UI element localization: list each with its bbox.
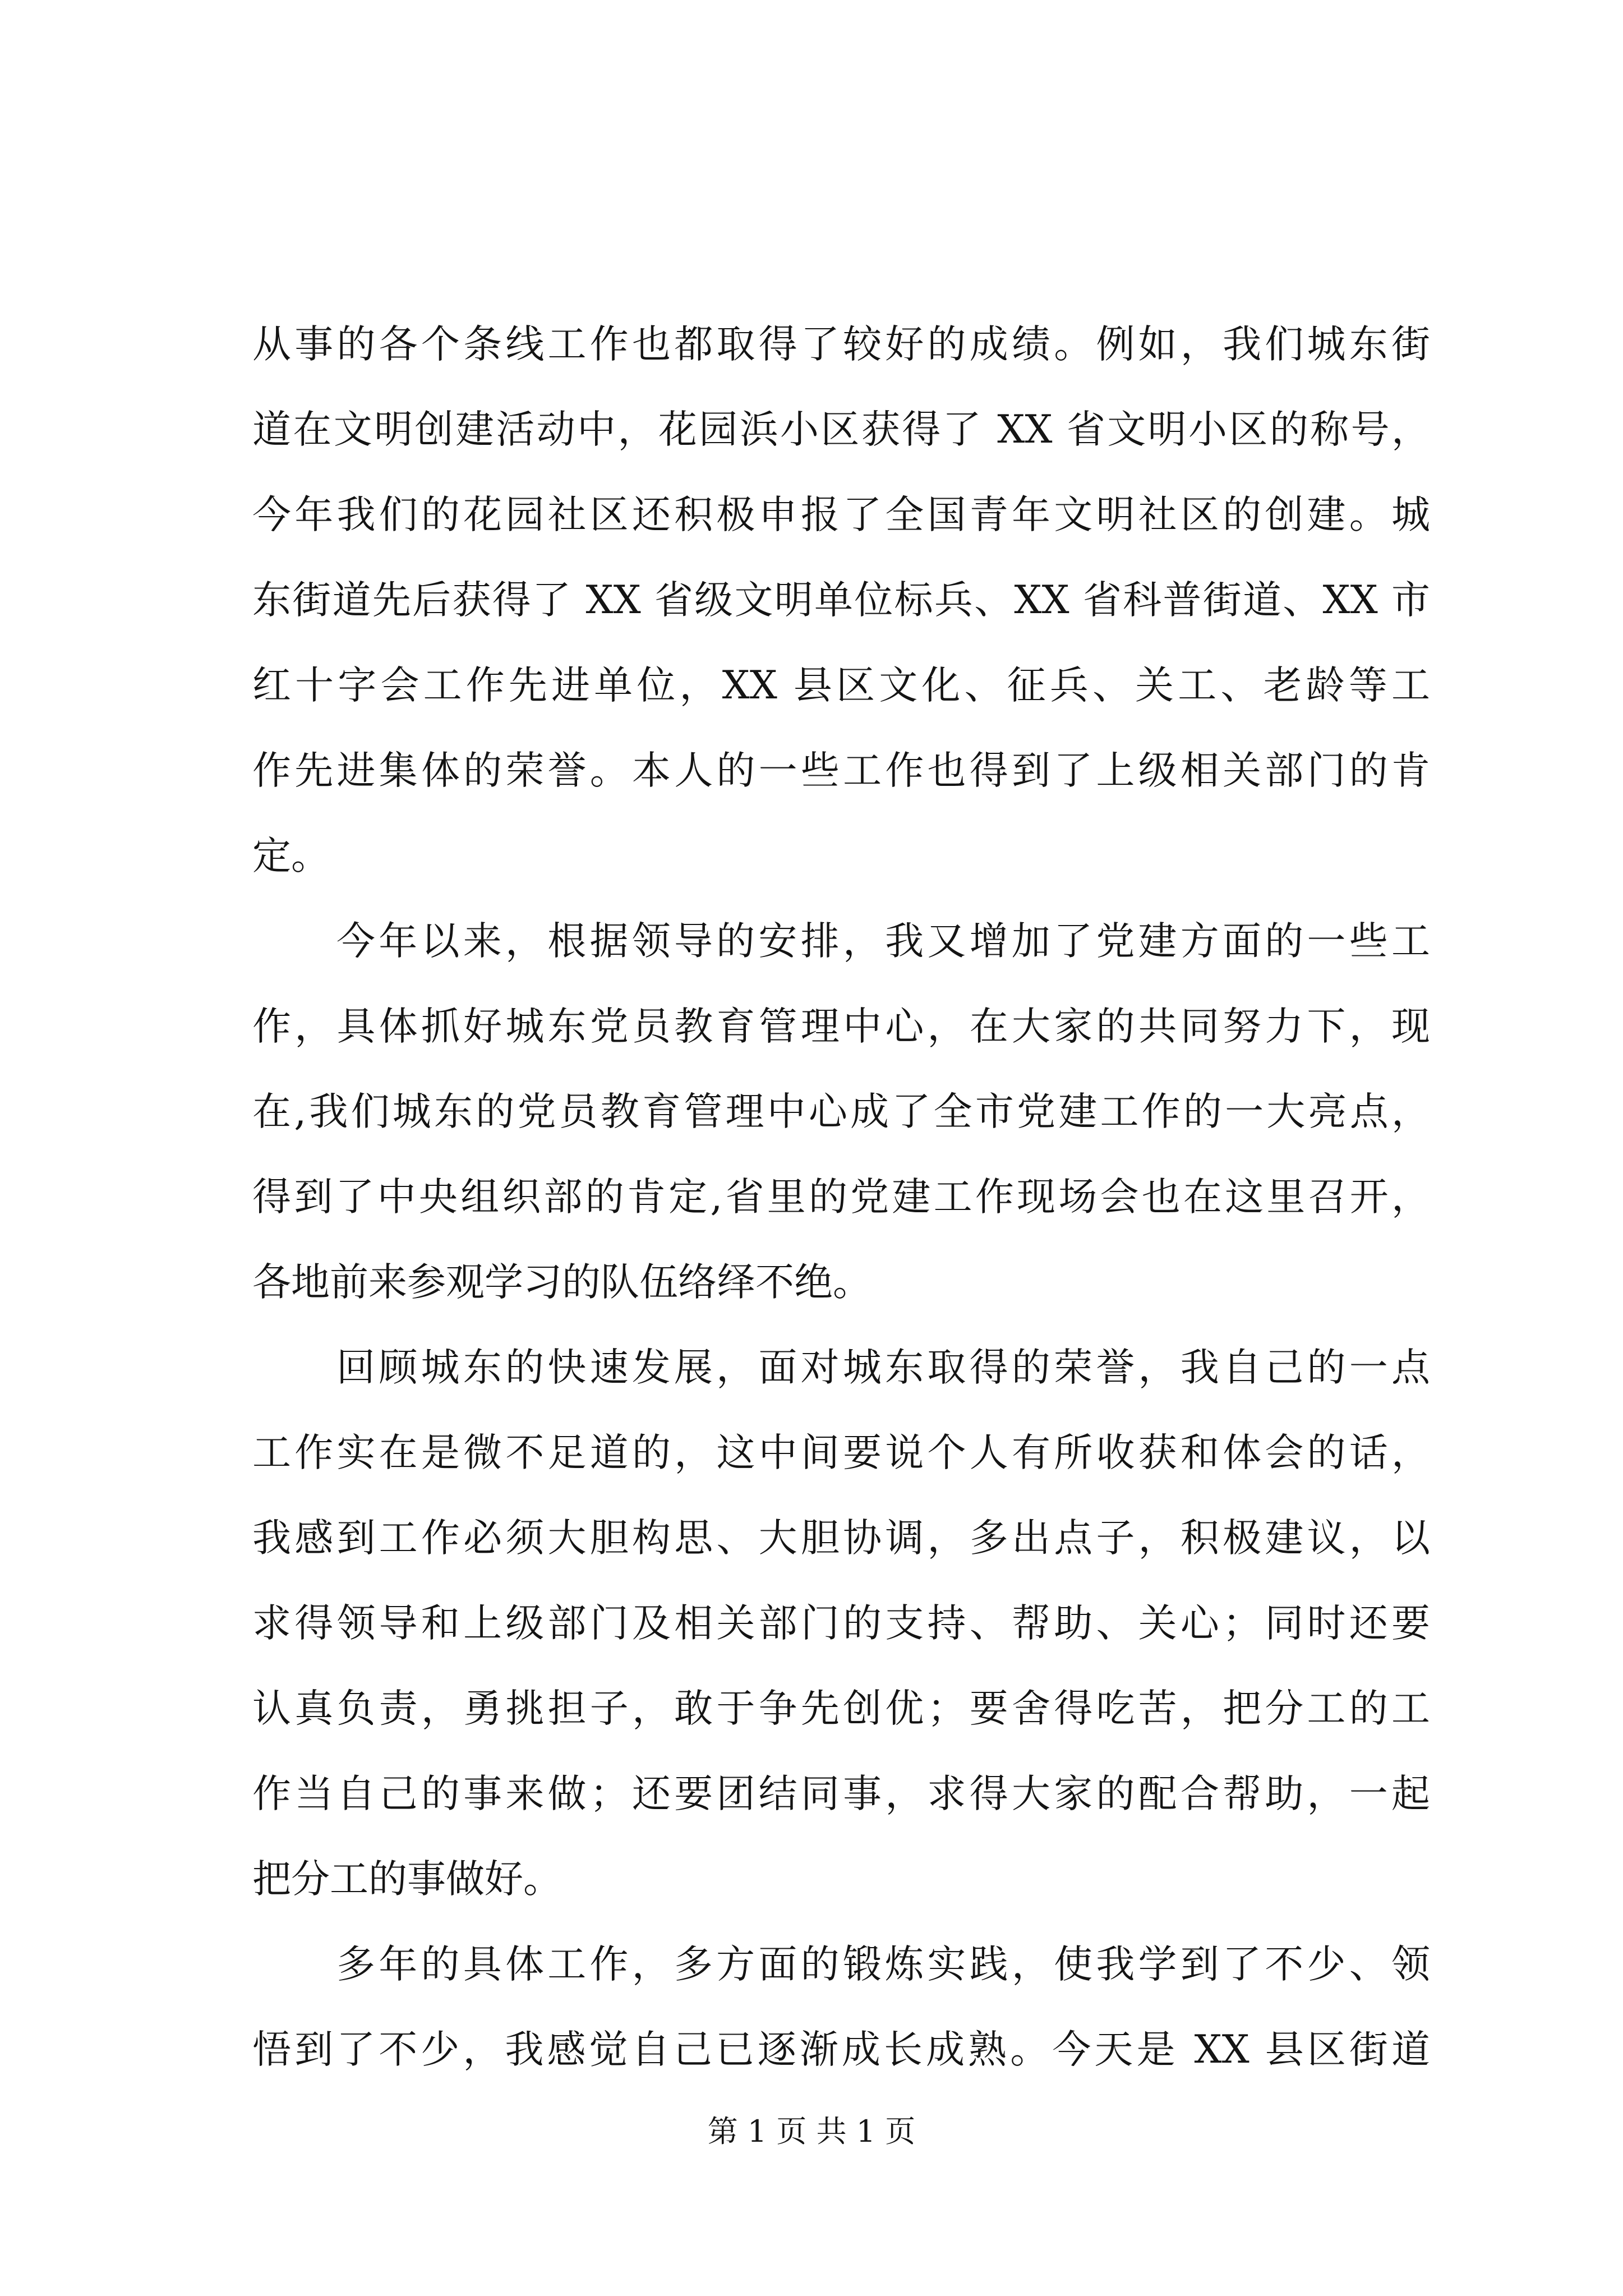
- text-line: 回顾城东的快速发展，面对城东取得的荣誉，我自己的一点: [336, 1345, 1430, 1390]
- text-line: 定。: [252, 834, 330, 878]
- page-number: 第 1 页 共 1 页: [707, 2114, 916, 2149]
- text-line: 工作实在是微不足道的，这中间要说个人有所收获和体会的话，: [252, 1430, 1430, 1475]
- text-line: 作当自己的事来做；还要团结同事，求得大家的配合帮助，一起: [252, 1772, 1430, 1816]
- text-line: 我感到工作必须大胆构思、大胆协调，多出点子，积极建议，以: [252, 1516, 1430, 1561]
- text-line: 认真负责，勇挑担子，敢于争先创优；要舍得吃苦，把分工的工: [252, 1686, 1430, 1731]
- text-line: 道在文明创建活动中，花园浜小区获得了 XX 省文明小区的称号，: [252, 407, 1430, 452]
- text-line: 今年以来，根据领导的安排，我又增加了党建方面的一些工: [336, 919, 1430, 964]
- text-line: 从事的各个条线工作也都取得了较好的成绩。例如，我们城东街: [252, 322, 1430, 367]
- text-line: 多年的具体工作，多方面的锻炼实践，使我学到了不少、领: [336, 1942, 1430, 1987]
- text-line: 作先进集体的荣誉。本人的一些工作也得到了上级相关部门的肯: [252, 748, 1430, 793]
- text-line: 今年我们的花园社区还积极申报了全国青年文明社区的创建。城: [252, 493, 1430, 537]
- text-line: 各地前来参观学习的队伍络绎不绝。: [252, 1260, 872, 1305]
- page-footer: [0, 2112, 1623, 2151]
- text-line: 在,我们城东的党员教育管理中心成了全市党建工作的一大亮点，: [252, 1089, 1430, 1134]
- text-line: 得到了中央组织部的肯定,省里的党建工作现场会也在这里召开，: [252, 1175, 1430, 1220]
- text-line: 把分工的事做好。: [252, 1857, 562, 1902]
- text-line: 红十字会工作先进单位，XX 县区文化、征兵、关工、老龄等工: [252, 663, 1430, 708]
- document-body: [252, 302, 1430, 2092]
- text-line: 东街道先后获得了 XX 省级文明单位标兵、XX 省科普街道、XX 市: [252, 578, 1430, 623]
- text-line: 悟到了不少，我感觉自己已逐渐成长成熟。今天是 XX 县区街道: [252, 2027, 1430, 2072]
- text-line: 求得领导和上级部门及相关部门的支持、帮助、关心；同时还要: [252, 1601, 1430, 1646]
- text-line: 作，具体抓好城东党员教育管理中心，在大家的共同努力下，现: [252, 1004, 1430, 1049]
